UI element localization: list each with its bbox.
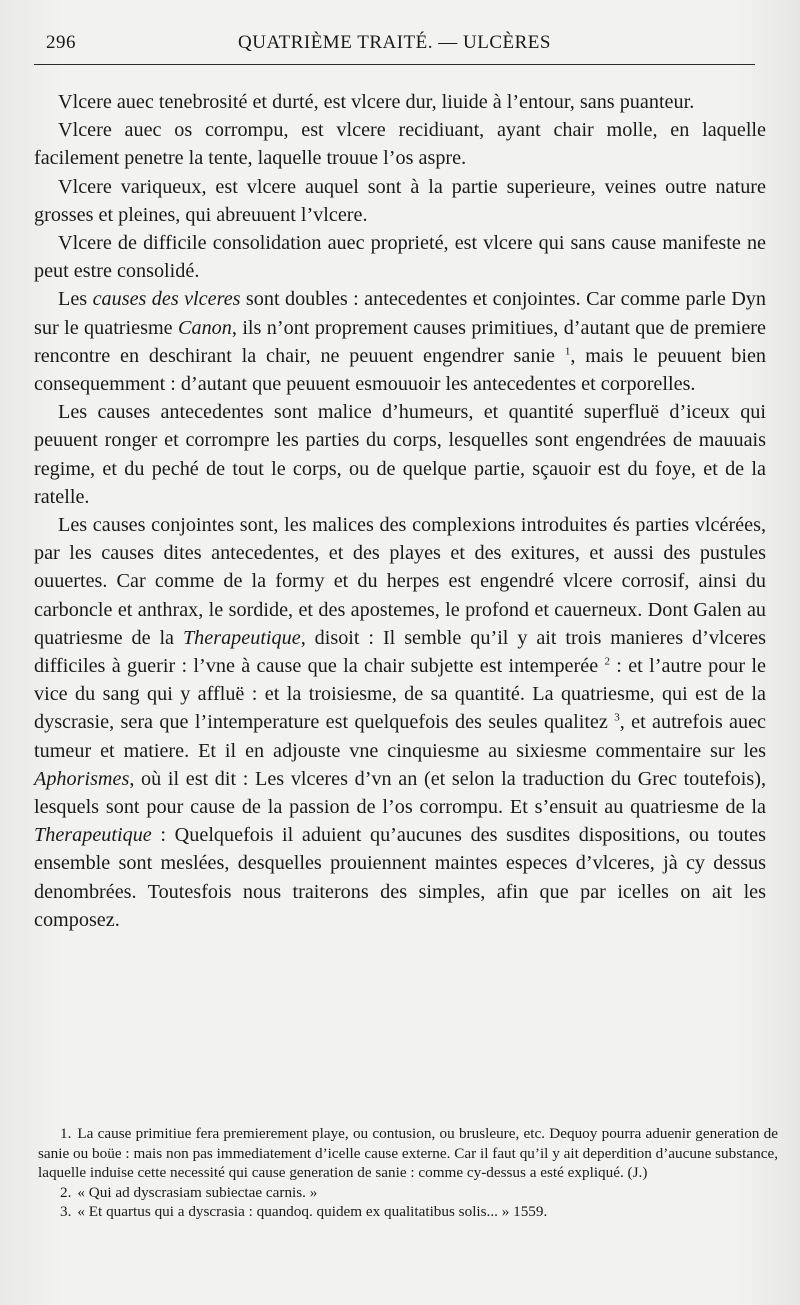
text-run: , ils n’ont proprement causes primitiues, d’autant que de premiere rencontre en deschirant la chair, ne peuuent engendrer sanie [34, 316, 766, 367]
footnote-text: La cause primitiue fera premierement playe, ou contusion, ou brusleure, etc. Dequoy pourra aduenir generation de sanie ou boüe : mais non pas immediatement d’icelle cause externe. Car il faut qu’il y ait deperdition d’aucune substance, laquelle induise cette necessité qui cause generation de sanie : comme cy-dessus a esté expliqué. (J.) [38, 1125, 778, 1182]
text-run: : Quelquefois il aduient qu’aucunes des susdites dispositions, ou toutes ensemble sont meslées, desquelles prouiennent maintes especes d’vlceres, jà cy dessus denombrées. Toutesfois nous traiterons des simples, afin que par icelles on ait les composez. [34, 824, 766, 931]
italic-title: Aphorismes [34, 767, 130, 790]
footnote-ref: 3 [614, 711, 620, 724]
footnote [38, 1183, 778, 1203]
text-run: , mais le peuuent bien consequemment : d’autant que peuuent esmouuoir les antecedentes et corporelles. [34, 344, 766, 396]
italic-term: causes des vlceres [92, 288, 241, 311]
footnote-number: 1. [60, 1125, 72, 1142]
text-run: , disoit : Il semble qu’il y ait trois manieres d’vlceres difficiles à guerir : l’vne à cause que la chair subjette est intemperée [34, 626, 766, 678]
italic-title: Therapeutique [34, 824, 152, 847]
text-run: Les causes conjointes sont, les malices des complexions introduites és parties vlcérées, par les causes dites antecedentes, et des playes et des exitures, et aussi des pustules ouuertes. Car comme de la formy et du herpes est engendré vlcere corrosif, ainsi du carboncle et anthrax, le sordide, et des apostemes, le profond et cauerneux. Dont Galen au quatriesme de la [34, 514, 766, 649]
italic-title: Canon [178, 316, 232, 339]
paragraph: Les causes antecedentes sont malice d’humeurs, et quantité superfluë d’iceux qui peuuent ronger et corrompre les parties du corps, lesquelles sont engendrées de mauuais regime, et du peché de tout le corps, ou de quelque partie, sçauoir est du foye, et de la ratelle. [34, 401, 766, 508]
italic-title: Therapeutique [182, 626, 301, 649]
text-run: Les [58, 288, 93, 311]
page-header [34, 28, 755, 65]
footnote-ref: 1 [564, 345, 571, 358]
footnote-text: « Qui ad dyscrasiam subiectae carnis. » [77, 1183, 318, 1201]
running-title: QUATRIÈME TRAITÉ. — ULCÈRES [238, 32, 551, 53]
footnote-ref: 2 [604, 655, 610, 668]
page-number: 296 [46, 32, 76, 53]
paragraph [34, 285, 766, 398]
footnote-number: 2. [60, 1183, 72, 1201]
text-run: sont doubles : antecedentes et conjointes. Car comme parle Dyn sur le quatriesme [34, 288, 766, 339]
footnote-text: « Et quartus qui a dyscrasia : quandoq. quidem ex qualitatibus solis... » 1559. [77, 1203, 548, 1221]
main-text [34, 88, 766, 934]
paragraph: Vlcere variqueux, est vlcere auquel sont à la partie superieure, veines outre nature grosses et pleines, qui abreuuent l’vlcere. [34, 175, 766, 226]
paragraph: Vlcere auec tenebrosité et durté, est vlcere dur, liuide à l’entour, sans puanteur. [58, 91, 695, 113]
footnote [38, 1124, 778, 1183]
footnote [38, 1202, 778, 1222]
text-run: , et autrefois auec tumeur et matiere. Et il en adjouste vne cinquiesme au sixiesme commentaire sur les [34, 711, 767, 762]
paragraph: Vlcere de difficile consolidation auec proprieté, est vlcere qui sans cause manifeste ne peut estre consolidé. [34, 232, 766, 283]
text-run: , où il est dit : Les vlceres d’vn an (et selon la traduction du Grec toutefois), lesquels sont pour cause de la passion de l’os corrompu. Et s’ensuit au quatriesme de la [34, 767, 766, 819]
paragraph [34, 511, 766, 934]
footnotes [38, 1124, 778, 1222]
paragraph: Vlcere auec os corrompu, est vlcere recidiuant, ayant chair molle, en laquelle facilement penetre la tente, laquelle trouue l’os aspre. [34, 119, 766, 170]
text-run: : et l’autre pour le vice du sang qui y affluë : et la troisiesme, de sa quantité. La quatriesme, qui est de la dyscrasie, sera que l’intemperature est quelquefois des seules qualitez [34, 655, 766, 734]
footnote-number: 3. [60, 1203, 72, 1221]
